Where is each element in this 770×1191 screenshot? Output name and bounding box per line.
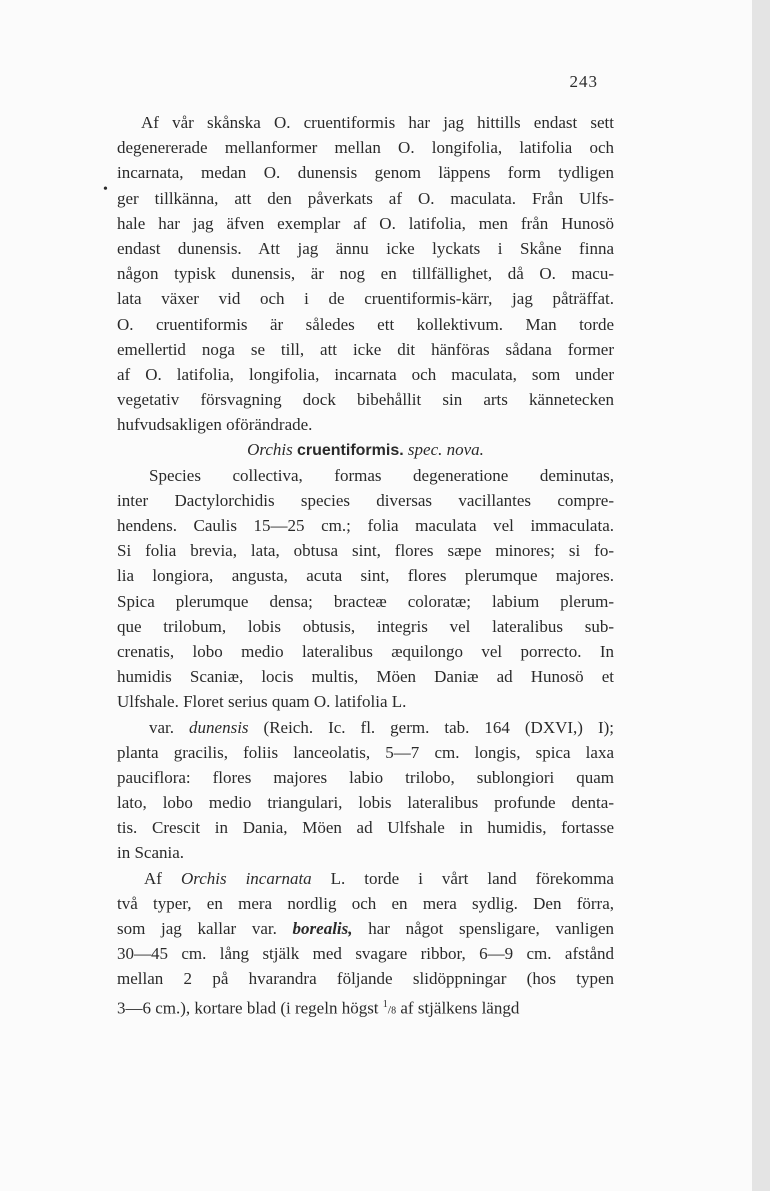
text-line: Af vår skånska O. cruentiformis har jag hittills endast sett bbox=[141, 113, 614, 132]
text-line: in Scania. bbox=[117, 843, 185, 863]
variety-name: borealis, bbox=[292, 919, 353, 938]
line-prefix: 3—6 cm.), kortare blad (i regeln högst bbox=[117, 998, 383, 1018]
text-line: någon typisk dunensis, är nog en tillfällighet, då O. macu- bbox=[117, 264, 614, 284]
text-line: degenererade mellanformer mellan O. longifolia, latifolia och bbox=[117, 138, 614, 158]
text-line bbox=[117, 916, 614, 941]
heading-genus: Orchis bbox=[247, 440, 293, 460]
line-prefix: som jag kallar var. bbox=[117, 919, 293, 938]
text-line: endast dunensis. Att jag ännu icke lyckats i Skåne finna bbox=[117, 238, 614, 258]
text-line: Spica plerumque densa; bracteæ coloratæ; labium plerum- bbox=[117, 591, 614, 611]
fraction-numerator: 1 bbox=[382, 998, 388, 1010]
text-line: que trilobum, lobis obtusis, integris vel lateralibus sub- bbox=[117, 616, 614, 636]
variety-prefix: var. bbox=[149, 717, 190, 737]
line-rest: L. torde i vårt land förekomma bbox=[311, 868, 614, 888]
line-rest: har något spensligare, vanligen bbox=[352, 919, 614, 938]
text-line: Ulfshale. Floret serius quam O. latifolia L. bbox=[117, 692, 407, 712]
heading-species: cruentiformis. bbox=[296, 442, 404, 460]
text-line: tis. Crescit in Dania, Möen ad Ulfshale in humidis, fortasse bbox=[117, 818, 614, 838]
text-line bbox=[117, 992, 614, 1017]
text-line: ger tillkänna, att den påverkats af O. maculata. Från Ulfs- bbox=[117, 188, 614, 208]
text-line: lia longiora, angusta, acuta sint, flores plerumque majores. bbox=[117, 566, 614, 586]
text-line: vegetativ försvagning dock bibehållit sin arts kännetecken bbox=[117, 390, 614, 410]
text-line: inter Dactylorchidis species diversas vacillantes compre- bbox=[117, 490, 614, 510]
page-number: 243 bbox=[569, 72, 598, 91]
text-line: mellan 2 på hvarandra följande slidöppningar (hos typen bbox=[117, 969, 614, 989]
text-line: 30—45 cm. lång stjälk med svagare ribbor, 6—9 cm. afstånd bbox=[117, 944, 614, 964]
text-line: två typer, en mera nordlig och en mera sydlig. Den förra, bbox=[117, 893, 614, 913]
heading-note: spec. nova. bbox=[407, 440, 484, 460]
text-line: emellertid noga se till, att icke dit hänföras sådana former bbox=[117, 339, 614, 359]
text-line: incarnata, medan O. dunensis genom läppens form tydligen bbox=[117, 163, 614, 183]
fraction-denominator: 8 bbox=[391, 1005, 397, 1017]
fraction-slash: / bbox=[387, 1002, 392, 1017]
text-line: crenatis, lobo medio lateralibus æquilongo vel porrecto. In bbox=[117, 641, 614, 661]
body-text bbox=[117, 110, 614, 1017]
text-line: Species collectiva, formas degeneratione deminutas, bbox=[149, 465, 614, 485]
text-line bbox=[117, 866, 614, 891]
text-line: Si folia brevia, lata, obtusa sint, flores sæpe minores; si fo- bbox=[117, 541, 614, 561]
text-line: hale har jag äfven exemplar af O. latifolia, men från Hunosö bbox=[117, 213, 614, 233]
text-line: lato, lobo medio triangulari, lobis lateralibus profunde denta- bbox=[117, 793, 614, 813]
variety-name: dunensis bbox=[189, 717, 249, 737]
text-line: O. cruentiformis är således ett kollektivum. Man torde bbox=[117, 314, 614, 334]
species-heading bbox=[117, 437, 614, 462]
text-line: af O. latifolia, longifolia, incarnata och maculata, som under bbox=[117, 364, 614, 384]
text-line: planta gracilis, foliis lanceolatis, 5—7 cm. longis, spica laxa bbox=[117, 742, 614, 762]
text-line: hufvudsakligen oförändrade. bbox=[117, 415, 313, 435]
text-line bbox=[117, 715, 614, 740]
text-line: hendens. Caulis 15—25 cm.; folia maculata vel immaculata. bbox=[117, 516, 614, 535]
line-rest: af stjälkens längd bbox=[396, 998, 520, 1018]
text-line: lata växer vid och i de cruentiformis-kärr, jag påträffat. bbox=[117, 289, 614, 309]
text-line: humidis Scaniæ, locis multis, Möen Daniæ ad Hunosö et bbox=[117, 667, 614, 687]
species-name: Orchis incarnata bbox=[180, 868, 312, 888]
margin-mark: • bbox=[103, 182, 108, 197]
line-prefix: Af bbox=[144, 868, 181, 888]
page-edge bbox=[752, 0, 770, 1191]
variety-citation: (Reich. Ic. fl. germ. tab. 164 (DXVI,) I); bbox=[248, 717, 614, 737]
text-line: pauciflora: flores majores labio trilobo, sublongiori quam bbox=[117, 767, 614, 787]
